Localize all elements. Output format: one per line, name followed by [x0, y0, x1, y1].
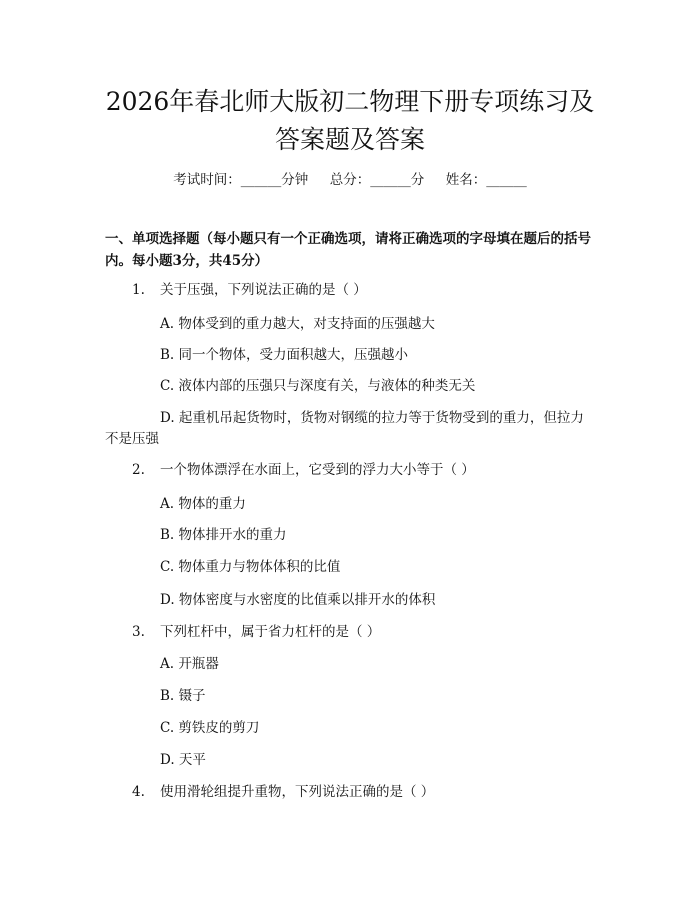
option-1b: B. 同一个物体，受力面积越大，压强越小 [160, 347, 409, 363]
option-3b: B. 镊子 [160, 688, 206, 704]
exam-info: 考试时间：______分钟 总分：______分 姓名：______ [173, 172, 527, 188]
option-3a: A. 开瓶器 [160, 656, 219, 672]
question-3 [132, 622, 380, 642]
question-number: 2. [132, 462, 145, 478]
option-1a: A. 物体受到的重力越大，对支持面的压强越大 [160, 316, 435, 332]
question-text: 使用滑轮组提升重物，下列说法正确的是（ ） [160, 784, 435, 800]
option-1d: D. 起重机吊起货物时，货物对钢缆的拉力等于货物受到的重力，但拉力 [160, 410, 584, 426]
option-1d-continued: 不是压强 [105, 431, 159, 447]
option-2d: D. 物体密度与水密度的比值乘以排开水的体积 [160, 592, 436, 608]
option-2c: C. 物体重力与物体体积的比值 [160, 559, 341, 575]
option-2a: A. 物体的重力 [160, 496, 246, 512]
question-1 [132, 280, 367, 300]
question-4 [132, 782, 434, 802]
option-1c: C. 液体内部的压强只与深度有关，与液体的种类无关 [160, 378, 476, 394]
question-text: 关于压强，下列说法正确的是（ ） [160, 282, 367, 298]
question-text: 下列杠杆中，属于省力杠杆的是（ ） [160, 624, 381, 640]
option-2b: B. 物体排开水的重力 [160, 527, 287, 543]
page-title-line-1: 2026年春北师大版初二物理下册专项练习及 [105, 87, 595, 116]
question-2 [132, 460, 475, 480]
page-title-line-2: 答案题及答案 [274, 125, 425, 154]
option-3c: C. 剪铁皮的剪刀 [160, 720, 260, 736]
question-number: 3. [132, 624, 145, 640]
question-number: 4. [132, 784, 145, 800]
question-number: 1. [132, 282, 145, 298]
question-text: 一个物体漂浮在水面上，它受到的浮力大小等于（ ） [160, 462, 475, 478]
option-3d: D. 天平 [160, 752, 206, 768]
section-heading: 一、单项选择题（每小题只有一个正确选项，请将正确选项的字母填在题后的括号内。每小题3分，共45分） [105, 231, 591, 269]
